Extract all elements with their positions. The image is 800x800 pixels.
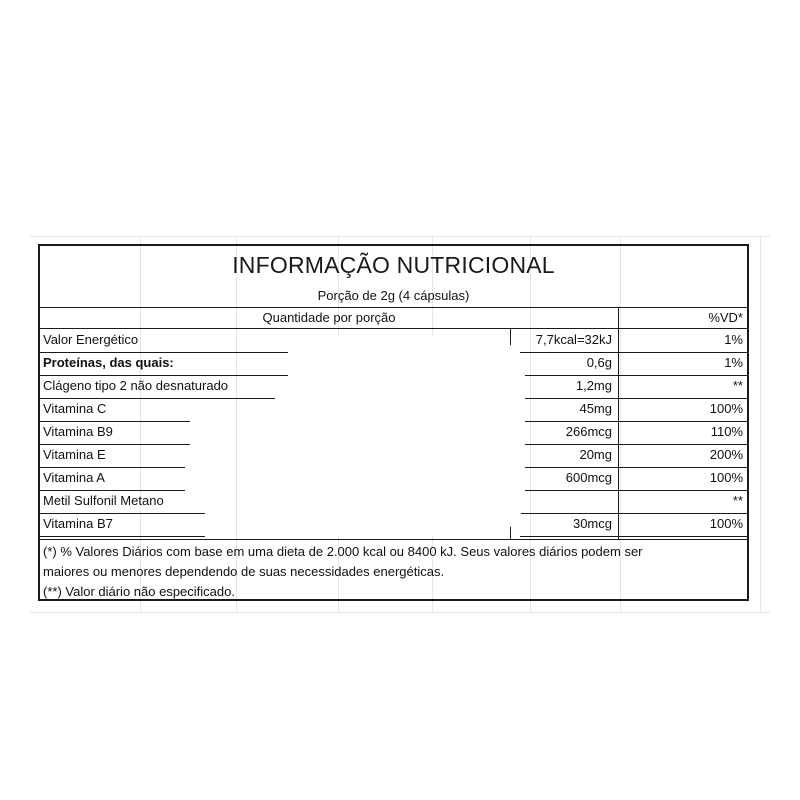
nutrient-amount: 266mcg (565, 424, 612, 439)
nutrient-vd: 1% (724, 332, 743, 347)
grid-line (30, 236, 770, 237)
row-divider (520, 536, 747, 537)
footnote-line: maiores ou menores dependendo de suas necessidades energéticas. (43, 564, 445, 579)
nutrient-amount: 30mcg (572, 516, 612, 531)
header-quantity: Quantidade por porção (262, 310, 396, 325)
row-divider (520, 513, 747, 514)
row-divider (40, 513, 205, 514)
row-divider (40, 444, 190, 445)
row-divider (520, 444, 747, 445)
nutrient-name: Clágeno tipo 2 não desnaturado (43, 378, 229, 393)
row-divider (520, 490, 747, 491)
vd-column-divider (618, 307, 619, 539)
row-divider (40, 467, 185, 468)
row-divider (520, 398, 747, 399)
nutrient-amount: 0,6g (586, 355, 612, 370)
nutrient-vd: 100% (709, 470, 743, 485)
nutrient-name: Vitamina B9 (43, 424, 113, 439)
nutrient-vd: ** (732, 493, 743, 508)
nutrient-vd: 110% (710, 424, 743, 439)
nutrient-amount: 1,2mg (575, 378, 612, 393)
serving-size: Porção de 2g (4 cápsulas) (317, 288, 470, 303)
divider (40, 328, 747, 329)
nutrient-amount: 45mg (579, 401, 612, 416)
nutrient-vd: 100% (709, 516, 743, 531)
footnote-line: (**) Valor diário não especificado. (43, 584, 235, 599)
label-title: INFORMAÇÃO NUTRICIONAL (232, 252, 555, 278)
divider (40, 307, 747, 308)
nutrient-name: Vitamina E (43, 447, 106, 462)
nutrient-name: Proteínas, das quais: (43, 355, 174, 370)
nutrient-vd: 200% (709, 447, 743, 462)
nutrient-name: Vitamina B7 (43, 516, 113, 531)
nutrition-label (38, 244, 749, 601)
row-divider (520, 421, 747, 422)
nutrient-name: Vitamina C (43, 401, 107, 416)
nutrient-vd: 100% (709, 401, 743, 416)
nutrient-amount: 600mcg (565, 470, 612, 485)
nutrient-name: Vitamina A (43, 470, 105, 485)
row-divider (40, 398, 275, 399)
grid-line (30, 612, 770, 613)
row-divider (40, 375, 288, 376)
row-divider (40, 421, 190, 422)
nutrient-name: Metil Sulfonil Metano (43, 493, 164, 508)
nutrient-amount: 7,7kcal=32kJ (535, 332, 612, 347)
grid-line (760, 236, 761, 612)
row-divider (520, 375, 747, 376)
row-divider (40, 536, 205, 537)
white-smudge (290, 336, 525, 536)
nutrient-amount: 20mg (579, 447, 612, 462)
nutrient-vd: 1% (724, 355, 743, 370)
row-divider (40, 352, 288, 353)
row-divider (40, 490, 185, 491)
row-divider (520, 467, 747, 468)
nutrient-vd: ** (732, 378, 743, 393)
header-vd: %VD* (708, 310, 743, 325)
divider (40, 539, 747, 540)
footnote-line: (*) % Valores Diários com base em uma dieta de 2.000 kcal ou 8400 kJ. Seus valores diários podem ser (43, 544, 643, 559)
nutrient-name: Valor Energético (43, 332, 139, 347)
row-divider (520, 352, 747, 353)
